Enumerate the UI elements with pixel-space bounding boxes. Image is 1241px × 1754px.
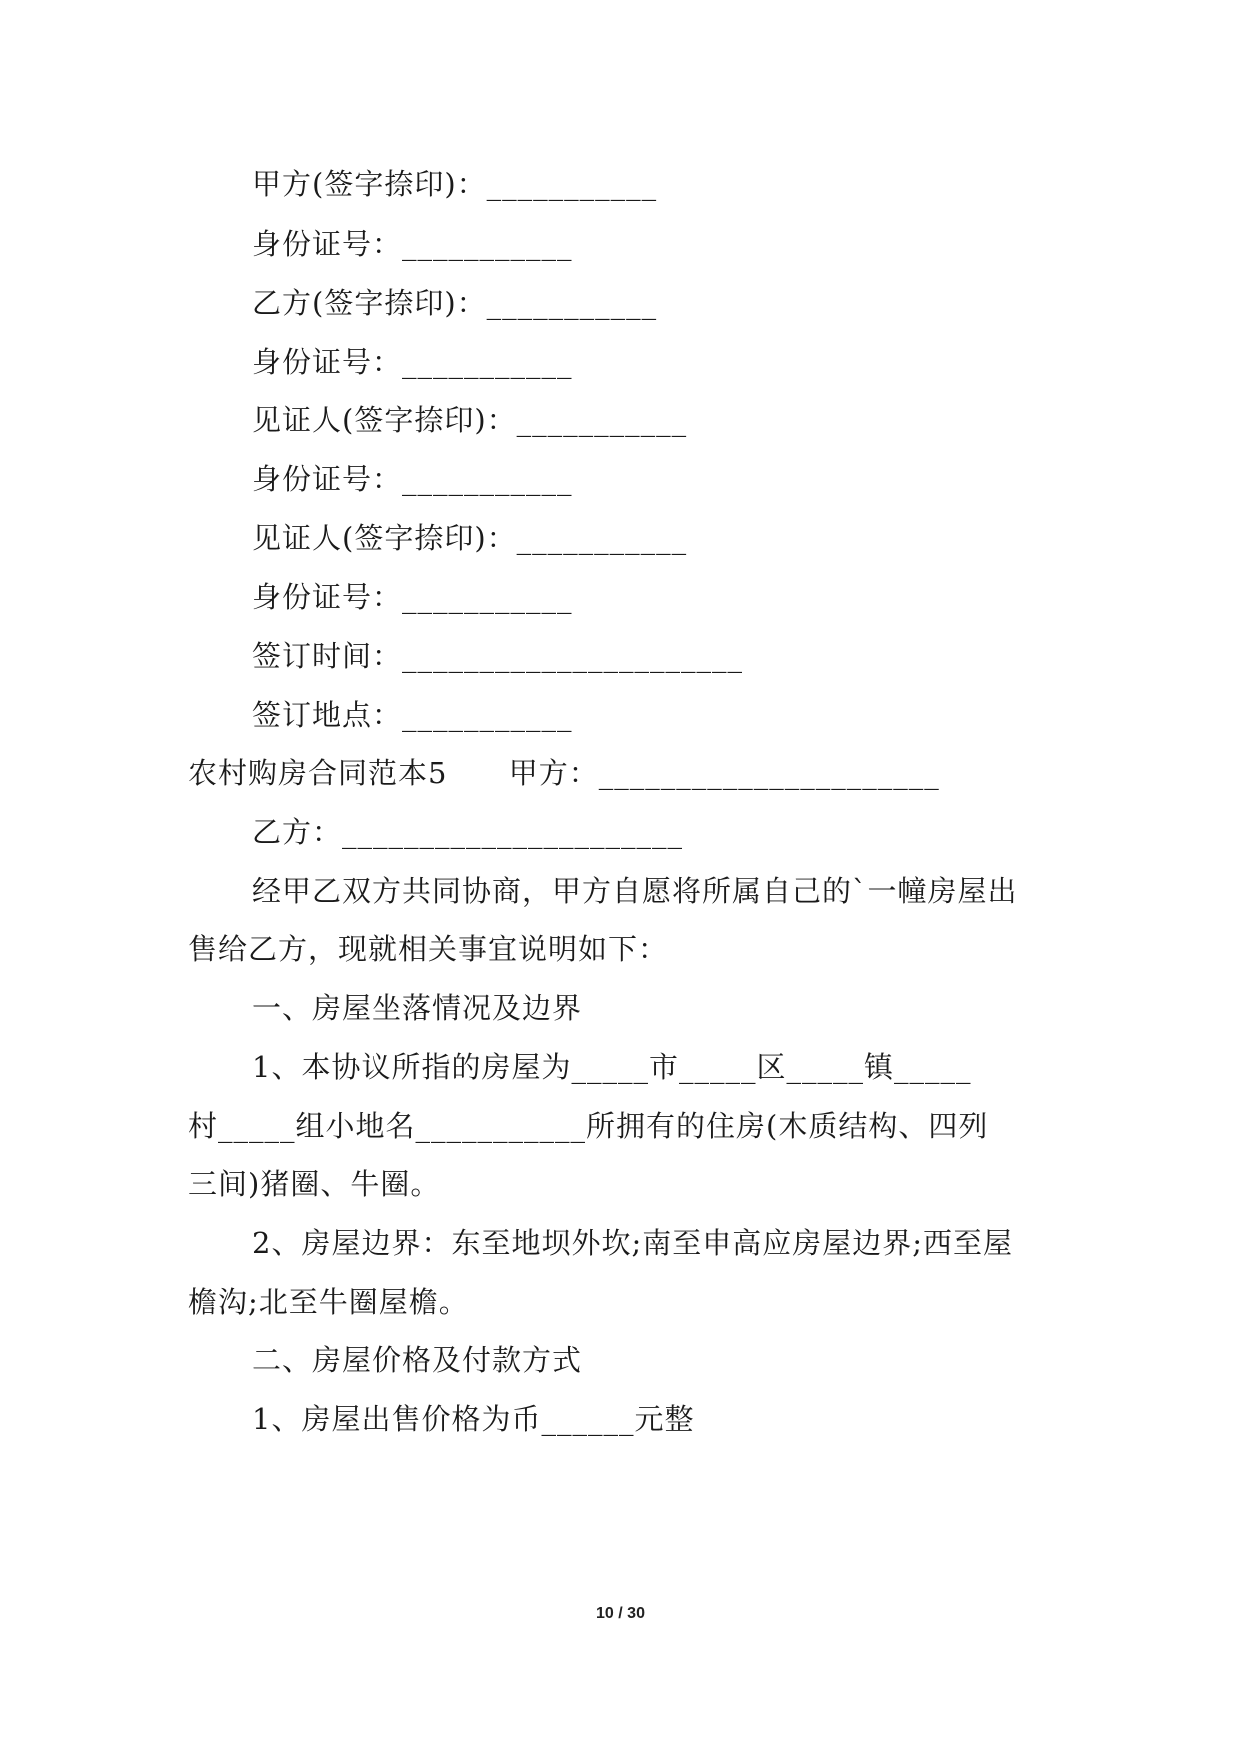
witness-1-id-line: 身份证号：___________	[252, 462, 573, 496]
section-2-heading: 二、房屋价格及付款方式	[252, 1343, 583, 1377]
paragraph-intro-2: 售给乙方，现就相关事宜说明如下：	[188, 932, 669, 966]
witness-2-id-line: 身份证号：___________	[252, 580, 573, 614]
clause-1-1-line-1: 1、本协议所指的房屋为_____市_____区_____镇_____	[252, 1050, 972, 1084]
clause-1-2-line-2: 檐沟;北至牛圈屋檐。	[188, 1285, 469, 1319]
signing-place-line: 签订地点：___________	[252, 698, 573, 732]
clause-1-1-line-3: 三间)猪圈、牛圈。	[188, 1167, 441, 1201]
clause-1-2-line-1: 2、房屋边界：东至地坝外坎;南至申高应房屋边界;西至屋	[252, 1226, 1013, 1260]
page-number: 10 / 30	[596, 1605, 645, 1622]
party-b-signature-line: 乙方(签字捺印)：___________	[252, 286, 658, 320]
signing-date-line: 签订时间：______________________	[252, 639, 744, 673]
witness-2-signature-line: 见证人(签字捺印)：___________	[252, 521, 688, 555]
clause-2-1-line-1: 1、房屋出售价格为币______元整	[252, 1402, 695, 1436]
section-1-heading: 一、房屋坐落情况及边界	[252, 991, 583, 1025]
clause-1-1-line-2: 村_____组小地名___________所拥有的住房(木质结构、四列	[188, 1109, 989, 1143]
party-b-id-line: 身份证号：___________	[252, 345, 573, 379]
witness-1-signature-line: 见证人(签字捺印)：___________	[252, 403, 688, 437]
contract-template-5-heading: 农村购房合同范本5 甲方：______________________	[188, 756, 940, 790]
party-a-id-line: 身份证号：___________	[252, 227, 573, 261]
party-b-line: 乙方：______________________	[252, 815, 684, 849]
party-a-signature-line: 甲方(签字捺印)：___________	[252, 167, 658, 201]
paragraph-intro-1: 经甲乙双方共同协商，甲方自愿将所属自己的`一幢房屋出	[252, 874, 1018, 908]
